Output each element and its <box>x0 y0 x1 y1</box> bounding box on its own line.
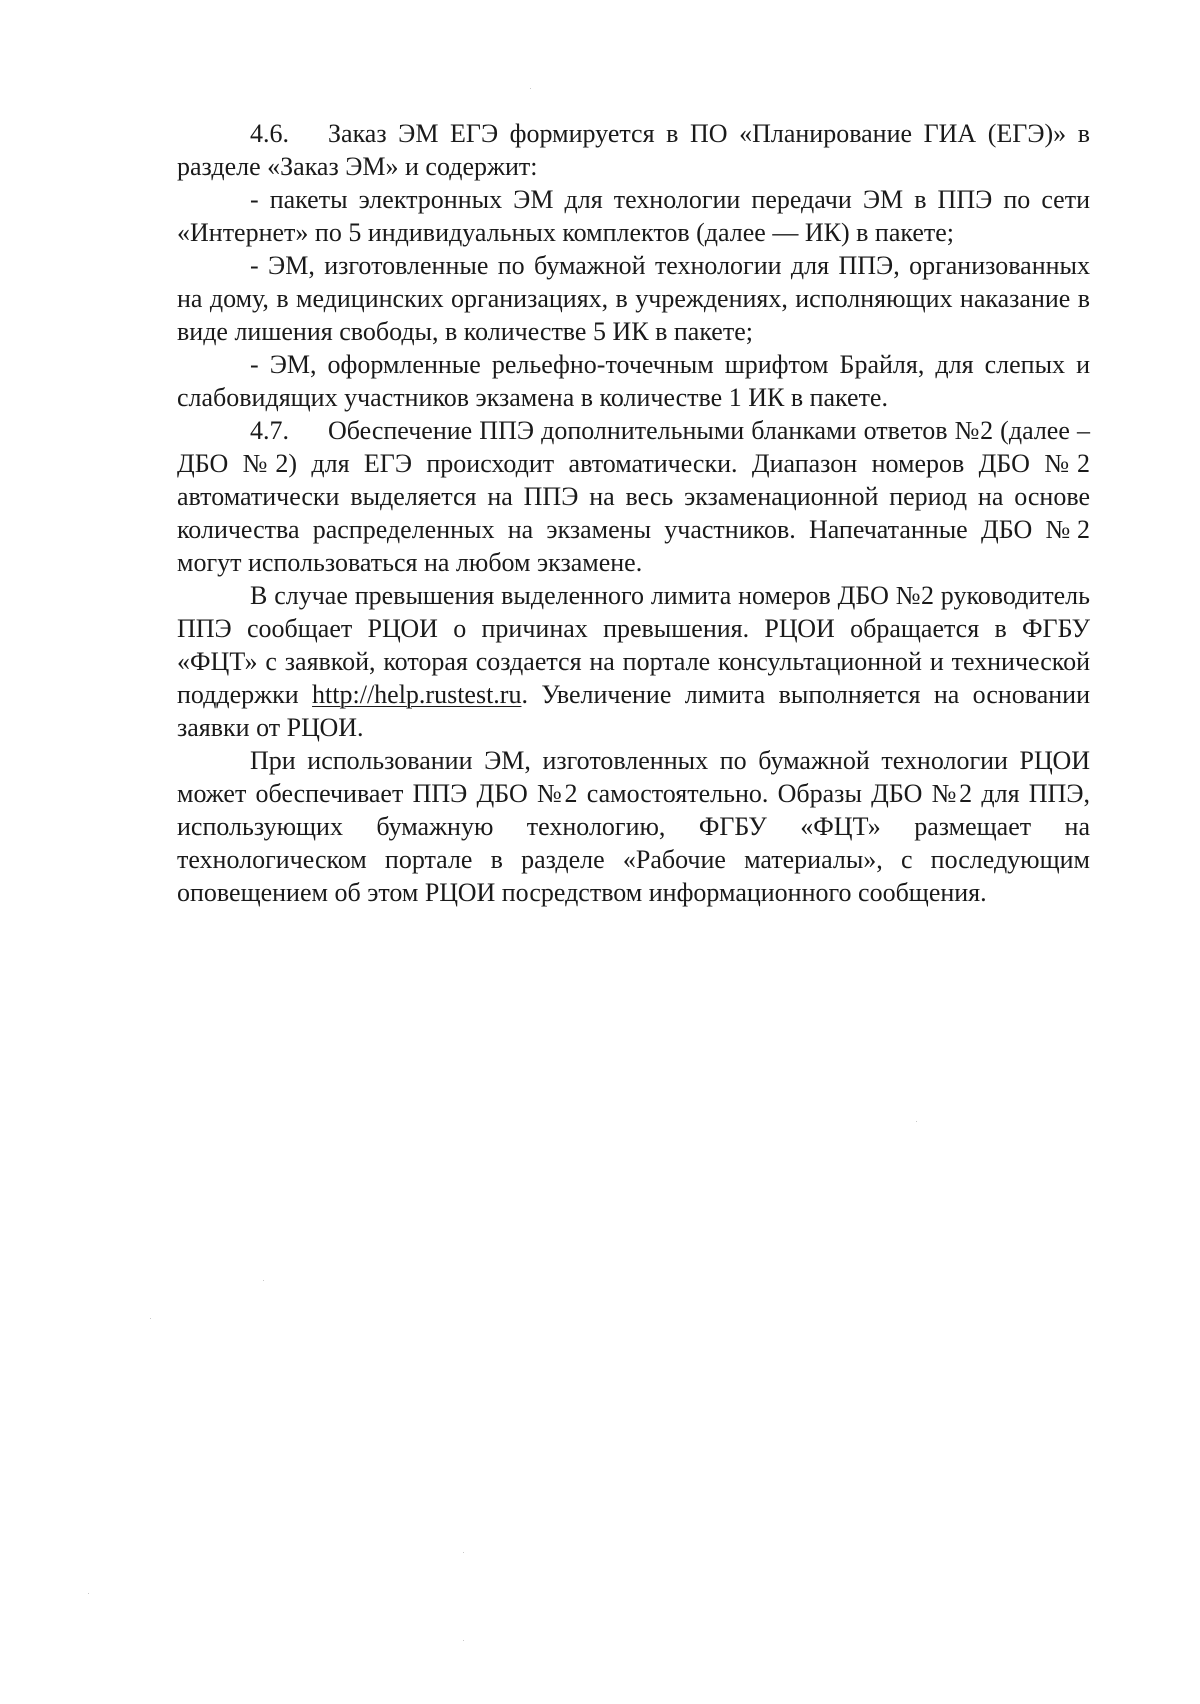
section-4-6 <box>177 117 1090 183</box>
paragraph-paper-technology: При использовании ЭМ, изготовленных по бумажной технологии РЦОИ может обеспечивает ППЭ ДБО №2 самостоятельно. Образы ДБО №2 для ППЭ, использующих бумажную технологию, ФГБУ «ФЦТ» размещает на технологическом портале в разделе «Рабочие материалы», с последующим оповещением об этом РЦОИ посредством информационного сообщения. <box>177 746 1090 907</box>
paragraph-limit-exceeded <box>177 579 1090 744</box>
section-4-7 <box>177 414 1090 579</box>
list-item-paper-technology: - ЭМ, изготовленные по бумажной технологии для ППЭ, организованных на дому, в медицинских организациях, в учреждениях, исполняющих наказание в виде лишения свободы, в количестве 5 ИК в пакете; <box>177 251 1090 346</box>
help-portal-link[interactable]: http://help.rustest.ru <box>312 680 522 709</box>
section-number-4-6: 4.6. <box>250 119 289 148</box>
list-item-electronic-packages: - пакеты электронных ЭМ для технологии передачи ЭМ в ППЭ по сети «Интернет» по 5 индивидуальных комплектов (далее — ИК) в пакете; <box>177 185 1090 247</box>
scan-speck <box>463 1552 464 1553</box>
scan-speck <box>916 1121 917 1122</box>
paragraph-limit-text: В случае превышения выделенного лимита номеров ДБО №2 руководитель ППЭ сообщает РЦОИ о причинах превышения. РЦОИ обращается в ФГБУ «ФЦТ» с заявкой, которая создается на портале консультационной и технической поддержки <box>177 581 1090 709</box>
scan-speck <box>88 1593 89 1594</box>
section-4-7-text: Обеспечение ППЭ дополнительными бланками ответов №2 (далее – ДБО №2) для ЕГЭ происходит автоматически. Диапазон номеров ДБО №2 автоматически выделяется на ППЭ на весь экзаменационной период на основе количества распределенных на экзамены участников. Напечатанные ДБО №2 могут использоваться на любом экзамене. <box>177 416 1090 577</box>
scan-speck <box>150 1318 151 1319</box>
scan-speck <box>463 1640 464 1641</box>
scan-speck <box>530 88 531 89</box>
section-4-6-text: Заказ ЭМ ЕГЭ формируется в ПО «Планирование ГИА (ЕГЭ)» в разделе «Заказ ЭМ» и содержит: <box>177 119 1090 181</box>
document-body <box>177 117 1090 909</box>
paragraph-limit-text-end: . Увеличение лимита выполняется на основании заявки от РЦОИ. <box>177 680 1090 742</box>
list-item-braille: - ЭМ, оформленные рельефно-точечным шрифтом Брайля, для слепых и слабовидящих участников экзамена в количестве 1 ИК в пакете. <box>177 350 1090 412</box>
scan-speck <box>263 1280 264 1281</box>
section-number-4-7: 4.7. <box>250 416 289 445</box>
